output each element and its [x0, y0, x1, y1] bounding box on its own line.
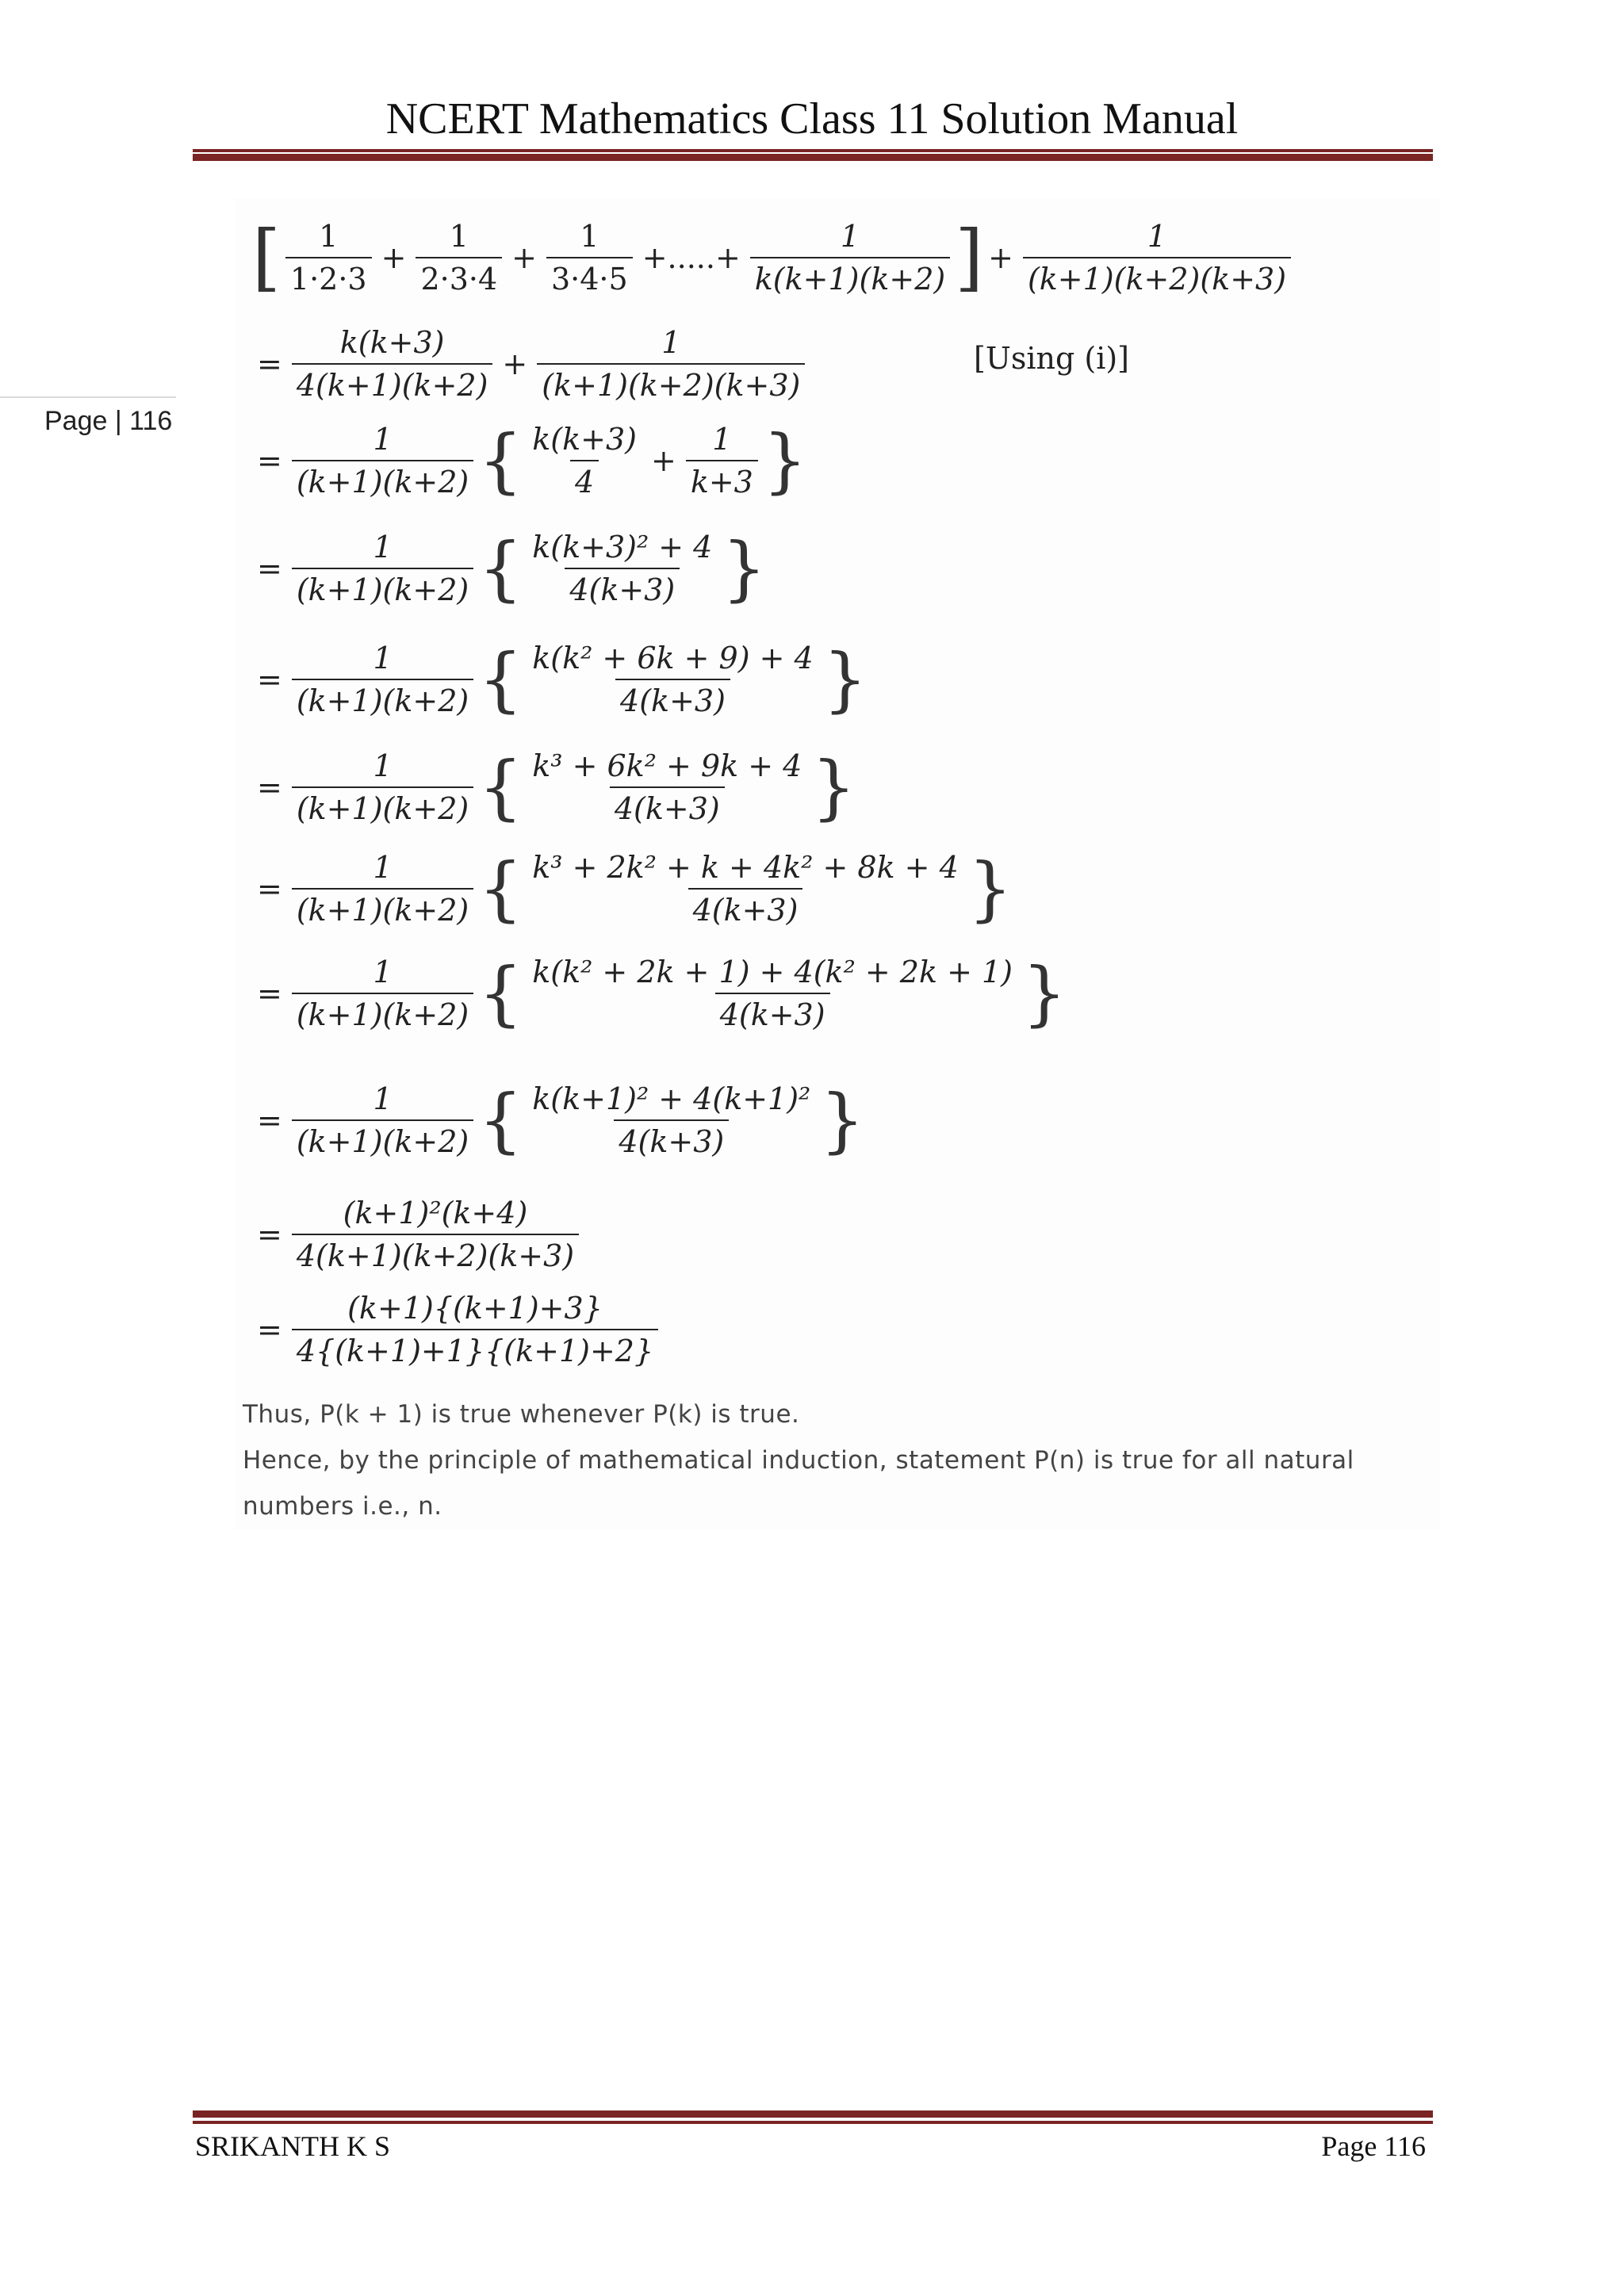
- fraction: $\frac{1}{3\cdot 4\cdot 5}$: [546, 219, 633, 297]
- fraction: $\frac{1}{2\cdot 3\cdot 4}$: [416, 219, 502, 297]
- math-line-3: = $\frac{1}{(k+1)(k+2)}$ { $\frac{k(k+3)}{4}$ + $\frac{1}{k+3}$ }: [257, 419, 807, 501]
- fraction: $\frac{\text{k³ + 2k² + k + 4k² + 8k + 4}}{4(k+3)}$: [532, 850, 959, 928]
- fraction: $\frac{1}{(k+1)(k+2)}$: [292, 530, 473, 607]
- conclusion-line-1: Thus, P(k + 1) is true whenever P(k) is true.: [243, 1400, 800, 1429]
- math-line-8: = $\frac{1}{(k+1)(k+2)}$ { $\frac{\text{k(k² + 2k + 1) + 4(k² + 2k + 1)}}{4(k+3)}$ }: [257, 952, 1067, 1034]
- fraction: $\frac{1}{(k+1)(k+2)}$: [292, 1081, 473, 1159]
- using-reference: [Using (i)]: [974, 341, 1130, 376]
- fraction: $\frac{\text{k(k+1)² + 4(k+1)²}}{4(k+3)}$: [532, 1081, 811, 1159]
- fraction: $\frac{(k+1)\{(k+1)+3\}}{4\{(k+1)+1\}\{(k+1)+2\}}$: [292, 1291, 658, 1368]
- side-page-divider: [0, 396, 176, 398]
- header-rule-thin: [193, 149, 1433, 152]
- math-line-9: = $\frac{1}{(k+1)(k+2)}$ { $\frac{\text{k(k+1)² + 4(k+1)²}}{4(k+3)}$ }: [257, 1079, 865, 1161]
- footer-page-number: Page 116: [1321, 2130, 1426, 2162]
- math-line-7: = $\frac{1}{(k+1)(k+2)}$ { $\frac{\text{k³ + 2k² + k + 4k² + 8k + 4}}{4(k+3)}$ }: [257, 848, 1013, 929]
- fraction: $\frac{1}{(k+1)(k+2)(k+3)}$: [537, 325, 805, 403]
- fraction: $\frac{1}{(k+1)(k+2)(k+3)}$: [1023, 219, 1291, 297]
- fraction: $\frac{\text{k(k+3)² + 4}}{4(k+3)}$: [532, 530, 713, 607]
- conclusion-line-3: numbers i.e., n.: [243, 1492, 442, 1521]
- side-page-label: Page | 116: [44, 406, 173, 436]
- math-line-4: = $\frac{1}{(k+1)(k+2)}$ { $\frac{\text{k(k+3)² + 4}}{4(k+3)}$ }: [257, 527, 767, 609]
- math-line-10: = $\frac{\text{(k+1)²(k+4)}}{4(k+1)(k+2)(k+3)}$: [252, 1196, 584, 1273]
- fraction: $\frac{1}{(k+1)(k+2)}$: [292, 955, 473, 1032]
- fraction: $\frac{\text{k(k² + 2k + 1) + 4(k² + 2k + 1)}}{4(k+3)}$: [532, 955, 1013, 1032]
- footer-rule-thick: [193, 2110, 1433, 2118]
- fraction: $\frac{1}{k+3}$: [686, 422, 758, 499]
- fraction: $\frac{1}{k(k+1)(k+2)}$: [750, 219, 950, 297]
- math-line-6: = $\frac{1}{(k+1)(k+2)}$ { $\frac{\text{k³ + 6k² + 9k + 4}}{4(k+3)}$ }: [257, 746, 856, 828]
- math-line-11: = $\frac{(k+1)\{(k+1)+3\}}{4\{(k+1)+1\}\{(k+1)+2\}}$: [252, 1291, 663, 1368]
- fraction: $\frac{\text{k³ + 6k² + 9k + 4}}{4(k+3)}$: [532, 748, 802, 826]
- math-line-2: = $\frac{k(k+3)}{4(k+1)(k+2)}$ + $\frac{1}{(k+1)(k+2)(k+3)}$: [252, 325, 810, 403]
- fraction: $\frac{1}{(k+1)(k+2)}$: [292, 641, 473, 718]
- conclusion-line-2: Hence, by the principle of mathematical induction, statement P(n) is true for all natural: [243, 1446, 1354, 1475]
- math-line-1: [ $\frac{1}{1\cdot 2\cdot 3}$ + $\frac{1}{2\cdot 3\cdot 4}$ + $\frac{1}{3\cdot 4\cdot 5}$ +.....+ $\frac{1}{k(k+1)(k+2)}$ ] + $\frac{1}{(k+1)(k+2)(k+3)}$: [252, 219, 1296, 297]
- fraction: $\frac{\text{(k+1)²(k+4)}}{4(k+1)(k+2)(k+3)}$: [292, 1196, 579, 1273]
- footer-author: SRIKANTH K S: [195, 2130, 391, 2162]
- fraction: $\frac{1}{(k+1)(k+2)}$: [292, 422, 473, 499]
- fraction: $\frac{\text{k(k² + 6k + 9) + 4}}{4(k+3)}$: [532, 641, 814, 718]
- footer-rule-thin: [193, 2121, 1433, 2124]
- fraction: $\frac{1}{(k+1)(k+2)}$: [292, 748, 473, 826]
- math-line-5: = $\frac{1}{(k+1)(k+2)}$ { $\frac{\text{k(k² + 6k + 9) + 4}}{4(k+3)}$ }: [257, 638, 868, 720]
- fraction: $\frac{k(k+3)}{4}$: [532, 422, 637, 499]
- close-bracket: ]: [955, 215, 984, 300]
- open-bracket: [: [252, 215, 281, 300]
- header-rule-thick: [193, 154, 1433, 161]
- page-header-title: NCERT Mathematics Class 11 Solution Manual: [385, 94, 1239, 144]
- fraction: $\frac{1}{1\cdot 2\cdot 3}$: [285, 219, 372, 297]
- fraction: $\frac{1}{(k+1)(k+2)}$: [292, 850, 473, 928]
- fraction: $\frac{k(k+3)}{4(k+1)(k+2)}$: [292, 325, 493, 403]
